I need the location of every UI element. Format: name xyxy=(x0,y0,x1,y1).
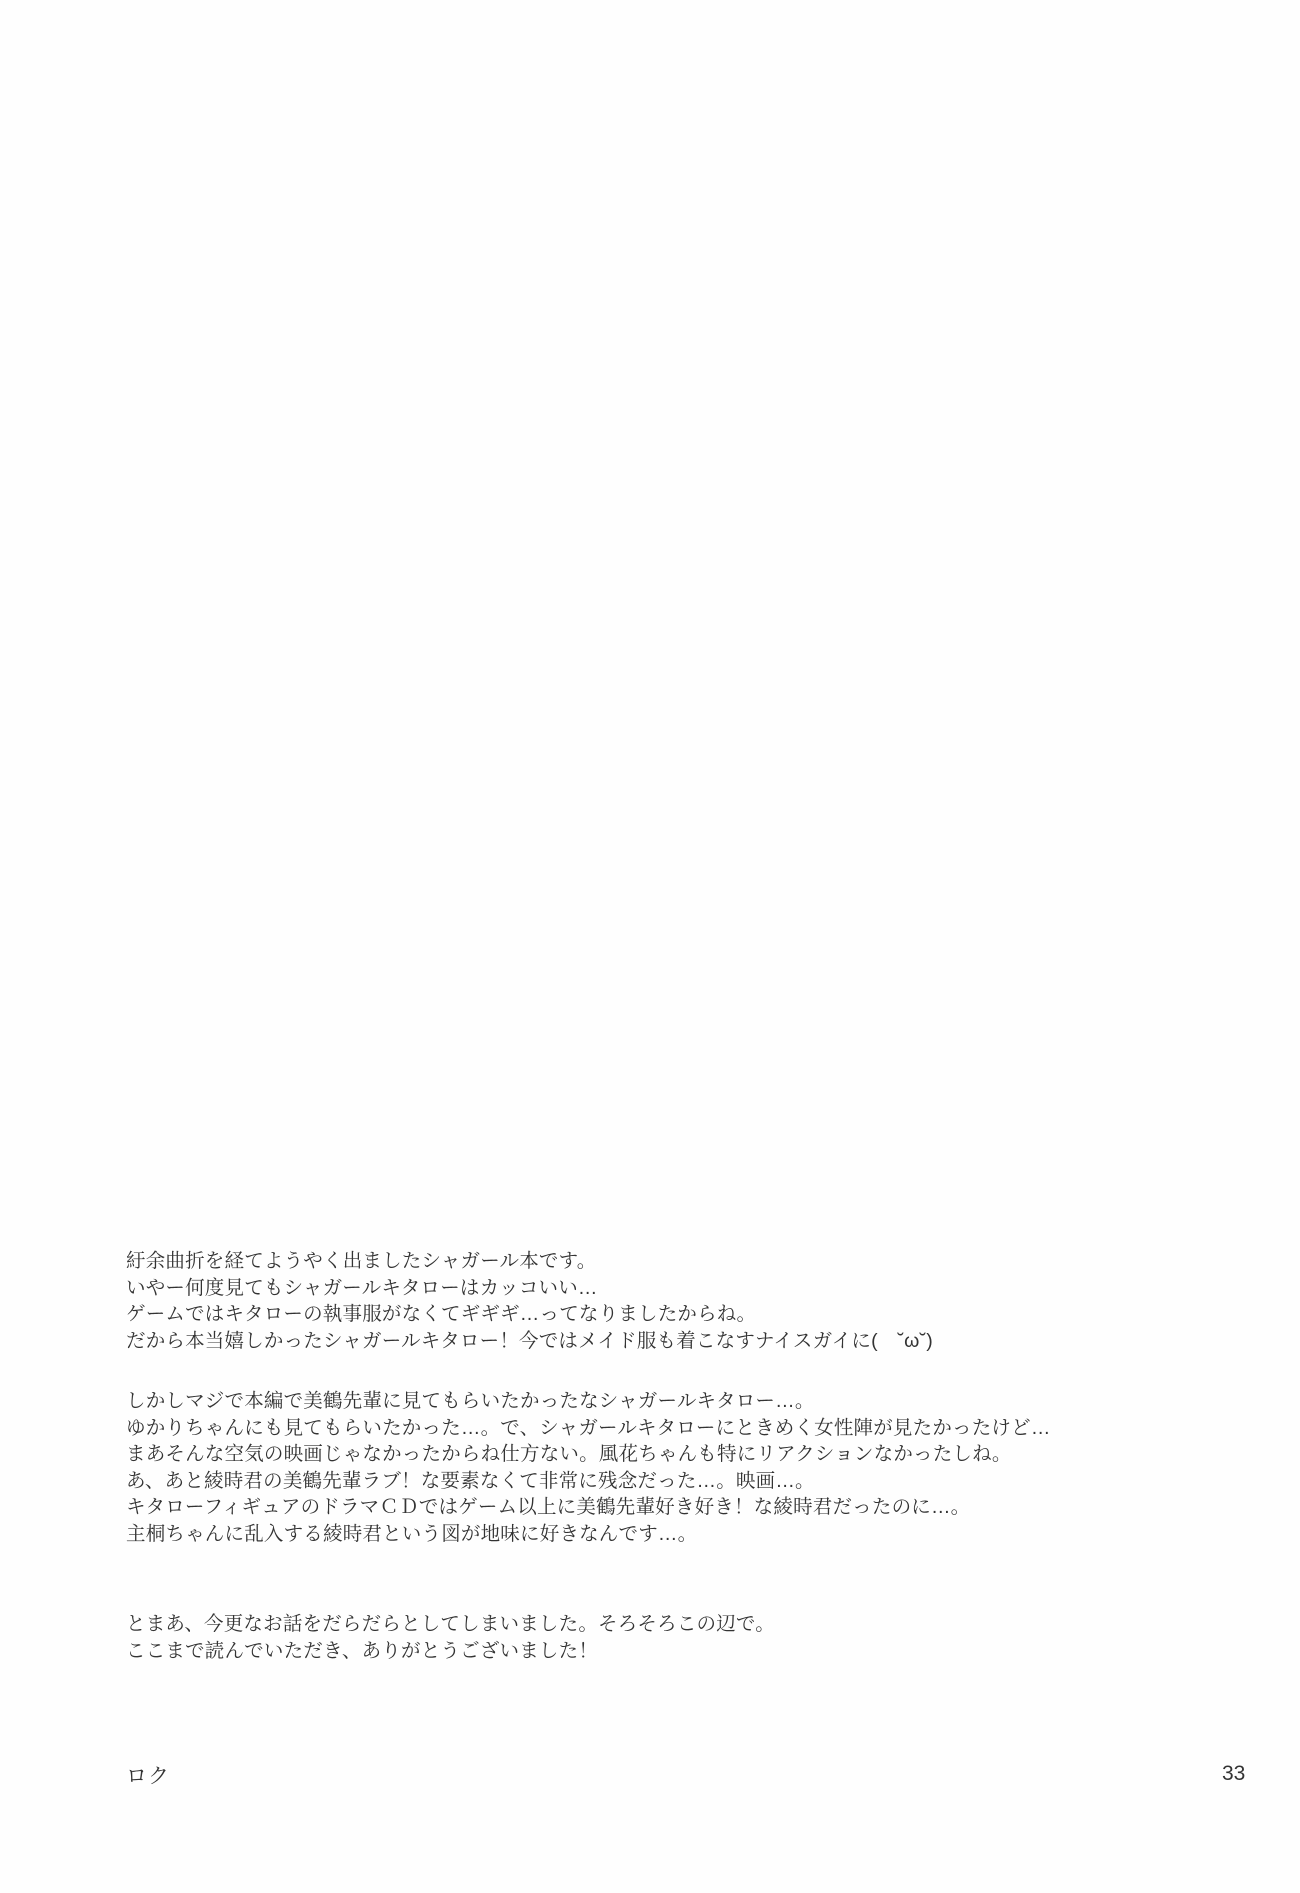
afterword-line: キタローフィギュアのドラマＣＤではゲーム以上に美鶴先輩好き好き！な綾時君だったのに…。 xyxy=(126,1496,971,1518)
afterword-line: まあそんな空気の映画じゃなかったからね仕方ない。風花ちゃんも特にリアクションなかったしね。 xyxy=(126,1443,1012,1465)
afterword-line: いやー何度見てもシャガールキタローはカッコいい… xyxy=(126,1276,598,1299)
afterword-line: 紆余曲折を経てようやく出ましたシャガール本です。 xyxy=(126,1250,597,1272)
afterword-paragraph xyxy=(126,1611,1186,1664)
paragraph-spacer xyxy=(126,1581,1186,1611)
afterword-line: あ、あと綾時君の美鶴先輩ラブ！な要素なくて非常に残念だった…。映画…。 xyxy=(126,1469,815,1492)
page-number: 33 xyxy=(1222,1762,1246,1785)
afterword-text-block xyxy=(126,1248,1186,1664)
afterword-line: とまあ、今更なお話をだらだらとしてしまいました。そろそろこの辺で。 xyxy=(126,1613,775,1635)
afterword-line: しかしマジで本編で美鶴先輩に見てもらいたかったなシャガールキタロー…。 xyxy=(126,1390,815,1412)
afterword-paragraph xyxy=(126,1388,1186,1547)
footer-author-label: ロク xyxy=(126,1765,170,1788)
afterword-paragraph xyxy=(126,1248,1186,1354)
afterword-line: 主桐ちゃんに乱入する綾時君という図が地味に好きなんです…。 xyxy=(126,1522,698,1545)
afterword-line: だから本当嬉しかったシャガールキタロー！今ではメイド服も着こなすナイスガイに( ˘ω˘) xyxy=(126,1329,933,1352)
afterword-line: ゲームではキタローの執事服がなくてギギギ…ってなりましたからね。 xyxy=(126,1303,757,1325)
afterword-line: ここまで読んでいただき、ありがとうございました！ xyxy=(126,1639,599,1662)
afterword-line: ゆかりちゃんにも見てもらいたかった…。で、シャガールキタローにときめく女性陣が見たかったけど… xyxy=(126,1416,1051,1439)
